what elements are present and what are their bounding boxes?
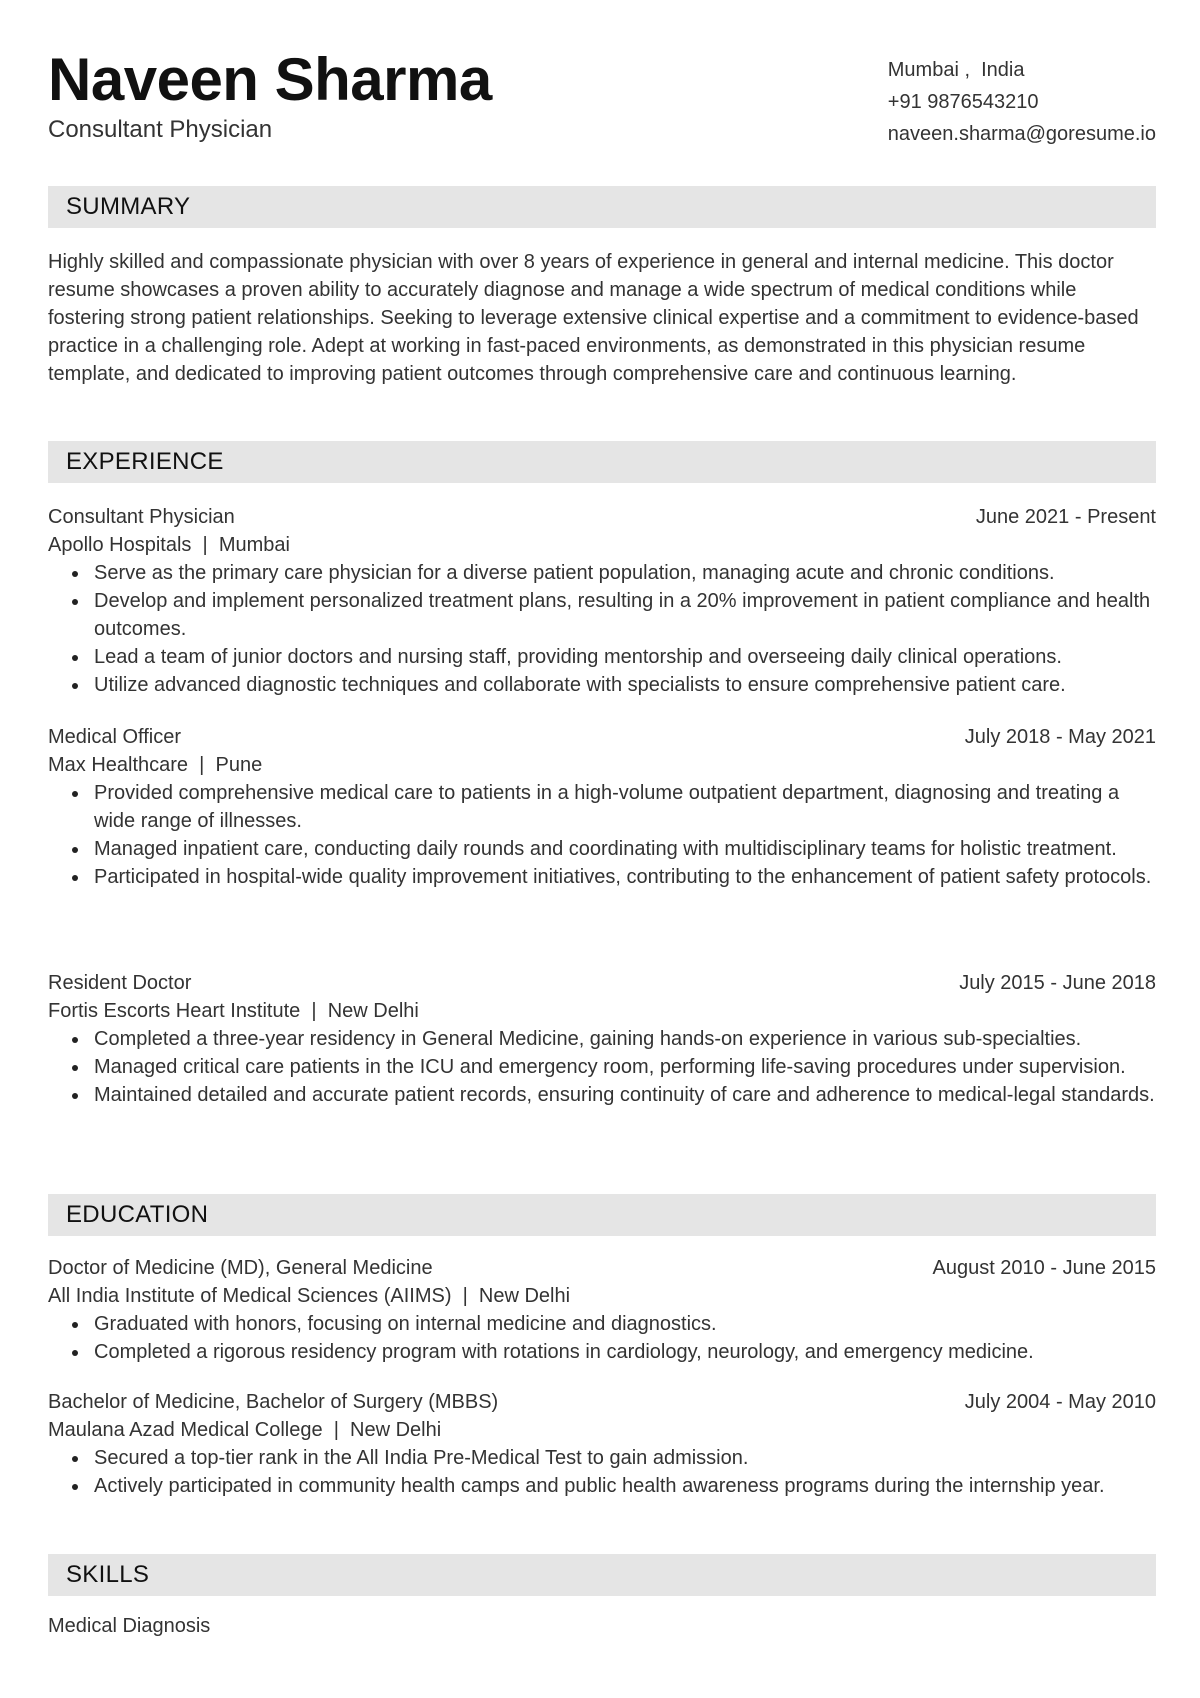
- degree-institution: All India Institute of Medical Sciences (AIIMS) | New Delhi: [48, 1285, 571, 1307]
- summary-text: Highly skilled and compassionate physician with over 8 years of experience in general and internal medicine. This doctor resume showcases a proven ability to accurately diagnose and manage a wide spectrum of medical conditions while fostering strong patient relationships. Seeking to leverage extensive clinical expertise and a commitment to evidence-based practice in a challenging role. Adept at working in fast-paced environments, as demonstrated in this physician resume template, and dedicated to improving patient outcomes through comprehensive care and continuous learning.: [48, 251, 1139, 385]
- job-dates: June 2021 - Present: [975, 506, 1156, 528]
- degree-title: Doctor of Medicine (MD), General Medicine: [48, 1257, 433, 1279]
- education-entry: [48, 1388, 1156, 1500]
- bullet-item: Actively participated in community health camps and public health awareness programs during the internship year.: [94, 1472, 1156, 1500]
- job-bullets: [48, 1025, 1156, 1109]
- section-summary-title: SUMMARY: [66, 193, 191, 220]
- job-title: Resident Doctor: [48, 972, 192, 994]
- bullet-item: Secured a top-tier rank in the All India Pre-Medical Test to gain admission.: [94, 1444, 1156, 1472]
- contact-location: Mumbai , India: [887, 59, 1025, 81]
- section-skills-title: SKILLS: [66, 1561, 150, 1588]
- section-education-header: [48, 1194, 1156, 1236]
- bullet-item: Completed a three-year residency in General Medicine, gaining hands-on experience in various sub-specialties.: [94, 1025, 1156, 1053]
- education-entry: [48, 1254, 1156, 1366]
- candidate-name: Naveen Sharma: [48, 46, 492, 113]
- candidate-title: Consultant Physician: [48, 116, 273, 143]
- contact-phone: +91 9876543210: [887, 91, 1039, 113]
- experience-entry: [48, 969, 1156, 1109]
- section-experience-header: [48, 441, 1156, 483]
- bullet-item: Participated in hospital-wide quality improvement initiatives, contributing to the enhancement of patient safety protocols.: [94, 863, 1156, 891]
- section-experience-title: EXPERIENCE: [66, 448, 224, 475]
- job-bullets: [48, 559, 1156, 699]
- job-bullets: [48, 779, 1156, 891]
- bullet-item: Completed a rigorous residency program with rotations in cardiology, neurology, and emergency medicine.: [94, 1338, 1156, 1366]
- degree-dates: August 2010 - June 2015: [932, 1257, 1156, 1279]
- bullet-item: Provided comprehensive medical care to patients in a high-volume outpatient department, diagnosing and treating a wide range of illnesses.: [94, 779, 1156, 835]
- degree-bullets: [48, 1310, 1156, 1366]
- job-employer: Apollo Hospitals | Mumbai: [48, 534, 290, 556]
- contact-email: naveen.sharma@goresume.io: [887, 123, 1156, 145]
- section-summary-header: [48, 186, 1156, 228]
- contact-block: [888, 54, 1156, 150]
- bullet-item: Lead a team of junior doctors and nursing staff, providing mentorship and overseeing daily clinical operations.: [94, 643, 1156, 671]
- section-education-title: EDUCATION: [66, 1201, 209, 1228]
- job-dates: July 2015 - June 2018: [959, 972, 1156, 994]
- section-skills-header: [48, 1554, 1156, 1596]
- job-title: Consultant Physician: [48, 506, 235, 528]
- bullet-item: Graduated with honors, focusing on internal medicine and diagnostics.: [94, 1310, 1156, 1338]
- job-employer: Fortis Escorts Heart Institute | New Delhi: [48, 1000, 419, 1022]
- job-title: Medical Officer: [48, 726, 182, 748]
- bullet-item: Maintained detailed and accurate patient records, ensuring continuity of care and adherence to medical-legal standards.: [94, 1081, 1156, 1109]
- bullet-item: Managed inpatient care, conducting daily rounds and coordinating with multidisciplinary teams for holistic treatment.: [94, 835, 1156, 863]
- job-dates: July 2018 - May 2021: [964, 726, 1156, 748]
- degree-title: Bachelor of Medicine, Bachelor of Surgery (MBBS): [48, 1391, 499, 1413]
- skill-item: Medical Diagnosis: [48, 1615, 211, 1637]
- experience-entry: [48, 723, 1156, 891]
- bullet-item: Serve as the primary care physician for a diverse patient population, managing acute and chronic conditions.: [94, 559, 1156, 587]
- bullet-item: Utilize advanced diagnostic techniques and collaborate with specialists to ensure comprehensive patient care.: [94, 671, 1156, 699]
- degree-bullets: [48, 1444, 1156, 1500]
- experience-entry: [48, 503, 1156, 699]
- job-employer: Max Healthcare | Pune: [48, 754, 263, 776]
- degree-dates: July 2004 - May 2010: [964, 1391, 1156, 1413]
- bullet-item: Develop and implement personalized treatment plans, resulting in a 20% improvement in patient compliance and health outcomes.: [94, 587, 1156, 643]
- bullet-item: Managed critical care patients in the ICU and emergency room, performing life-saving procedures under supervision.: [94, 1053, 1156, 1081]
- degree-institution: Maulana Azad Medical College | New Delhi: [48, 1419, 442, 1441]
